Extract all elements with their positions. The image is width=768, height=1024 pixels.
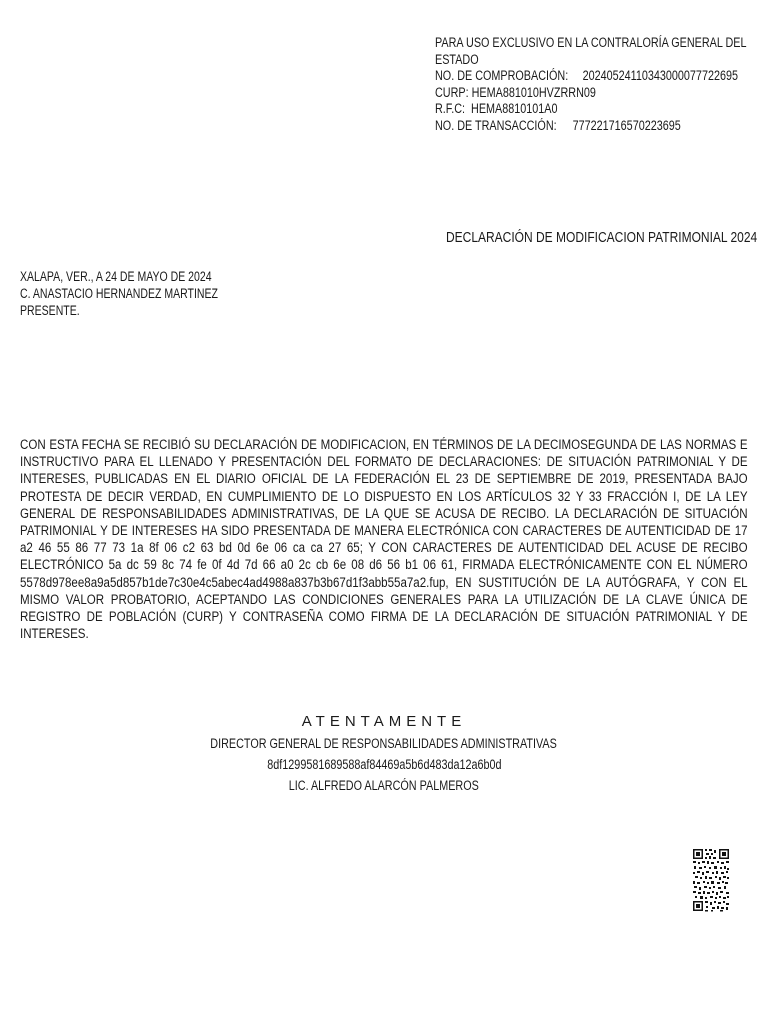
rfc-value: HEMA8810101A0 (471, 101, 558, 116)
address-block (20, 268, 274, 319)
rfc-text (435, 101, 557, 118)
header-line-2 (435, 52, 765, 69)
comprobacion-text (435, 68, 738, 85)
transaccion-label: NO. DE TRANSACCIÓN: (435, 117, 557, 133)
greeting: PRESENTE. (20, 303, 80, 318)
header-block (435, 35, 765, 134)
header-line-1 (435, 35, 765, 52)
document-title-text: DECLARACIÓN DE MODIFICACION PATRIMONIAL 2024 (446, 229, 758, 246)
rfc-label: R.F.C: (435, 101, 466, 116)
comprobacion-row (435, 68, 765, 85)
transaccion-value: 777221716570223695 (572, 117, 681, 133)
curp-value: HEMA881010HVZRRN09 (471, 84, 596, 100)
declaration-body-text: CON ESTA FECHA SE RECIBIÓ SU DECLARACIÓN DE MODIFICACION, EN TÉRMINOS DE LA DECIMOSEGUNDA DE LAS NORMAS E INSTRUCTIVO PARA EL LLENADO Y PRESENTACIÓN DEL FORMATO DE DECLARACIONES: DE SITUACIÓN PATRIMONIAL Y DE INTERESES, PUBLICADAS EN EL DIARIO OFICIAL DE LA FEDERACIÓN EL 23 DE SEPTIEMBRE DE 2019, PRESENTADA BAJO PROTESTA DE DECIR VERDAD, EN CUMPLIMIENTO DE LO DISPUESTO EN LOS ARTÍCULOS 32 Y 33 FRACCIÓN I, DE LA LEY GENERAL DE RESPONSABILIDADES ADMINISTRATIVAS, DE LA QUE SE ACUSA DE RECIBO. LA DECLARACIÓN DE SITUACIÓN PATRIMONIAL Y DE INTERESES HA SIDO PRESENTADA DE MANERA ELECTRÓNICA CON CARACTERES DE AUTENTICIDAD DE 17 a2 46 55 86 77 73 1a 8f 06 c2 63 bd 0d 6e 06 ca ca 27 65; Y CON CARACTERES DE AUTENTICIDAD DEL ACUSE DE RECIBO ELECTRÓNICO 5a dc 59 8c 74 fe 0f 4d 7d 66 a0 2c cb 6e 08 d6 56 b1 06 61, FIRMADA ELECTRÓNICAMENTE CON EL NÚMERO 5578d978ee8a9a5d857b1de7c30e4c5abec4ad4988a837b3b67d1f3abb55a7a2.fup, EN SUSTITUCIÓN DE LA AUTÓGRAFA, Y CON EL MISMO VALOR PROBATORIO, ACEPTANDO LAS CONDICIONES GENERALES PARA LA UTILIZACIÓN DE LA CLAVE ÚNICA DE REGISTRO DE POBLACIÓN (CURP) Y CONTRASEÑA COMO FIRMA DE LA DECLARACIÓN DE SITUACIÓN PATRIMONIAL Y DE INTERESES. (20, 437, 748, 642)
signer-position: DIRECTOR GENERAL DE RESPONSABILIDADES ADMINISTRATIVAS (210, 736, 558, 751)
place-date: XALAPA, VER., A 24 DE MAYO DE 2024 (20, 269, 212, 284)
transaccion-text (435, 118, 681, 135)
header-notice-line-2: ESTADO (435, 51, 479, 67)
rfc-row (435, 101, 765, 118)
transaccion-row (435, 118, 765, 135)
comprobacion-label: NO. DE COMPROBACIÓN: (435, 68, 569, 83)
curp-row (435, 85, 765, 102)
signature-block (0, 712, 768, 796)
header-notice-line-1: PARA USO EXCLUSIVO EN LA CONTRALORÍA GENERAL DEL (435, 35, 747, 50)
recipient-name: C. ANASTACIO HERNANDEZ MARTINEZ (20, 286, 218, 301)
signature-hash: 8df1299581689588af84469a5b6d483da12a6b0d (266, 757, 502, 772)
qr-code-icon (692, 848, 730, 912)
comprobacion-value: 20240524110343000077722695 (582, 68, 738, 83)
signer-name: LIC. ALFREDO ALARCÓN PALMEROS (288, 778, 480, 793)
closing-atentamente: ATENTAMENTE (301, 713, 467, 730)
curp-label: CURP: (435, 84, 469, 100)
document-title (446, 229, 768, 247)
curp-text (435, 85, 596, 102)
